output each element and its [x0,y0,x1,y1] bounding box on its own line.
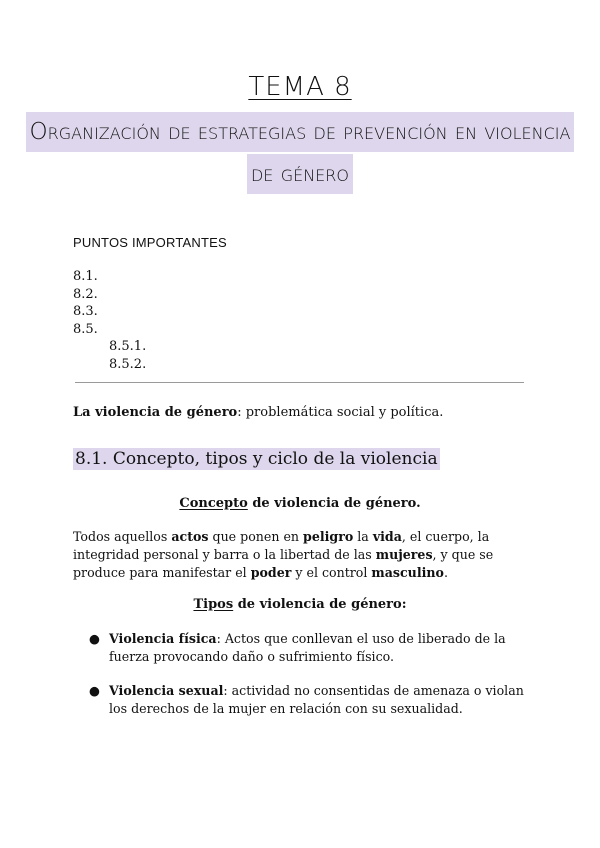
tipos-heading: Tipos de violencia de género: [193,597,407,612]
bold-term: masculino [371,565,444,580]
concepto-heading: Concepto de violencia de género. [179,496,421,511]
toc-item: 8.5. [73,321,98,337]
text-run: , el cuerpo, la integridad personal y barra o la libertad de las [73,529,490,562]
puntos-heading: PUNTOS IMPORTANTES [73,235,227,250]
intro-sentence: La violencia de género: problemática social y política. [73,405,444,420]
toc-item: 8.2. [73,286,98,302]
text-run: y el control [291,565,372,580]
tema-heading: TEMA 8 [248,72,352,102]
text-run: la [353,529,373,544]
toc-item: 8.1. [73,269,98,284]
text-run: , y que se produce para manifestar el [73,547,494,580]
toc-subitem: 8.5.1. [109,339,147,354]
bold-term: mujeres [375,547,433,562]
section-heading: 8.1. Concepto, tipos y ciclo de la violencia [75,449,438,469]
toc-list [73,268,146,373]
bold-term: actos [171,529,209,544]
bold-term: poder [250,565,292,580]
horizontal-divider [75,382,524,383]
title-line-2: de género [0,154,600,194]
list-item: ● Violencia física: Actos que conllevan el uso de liberado de la fuerza provocando daño o sufrimiento físico. [89,631,506,664]
bullet-icon: ● [89,683,100,698]
definition-paragraph [73,528,533,582]
tipos-list [73,630,533,734]
text-run: . [443,565,448,580]
bold-term: vida [372,529,402,544]
text-run: que ponen en [208,529,304,544]
toc-item: 8.3. [73,304,98,319]
toc-subitem: 8.5.2. [109,356,147,372]
bold-term: peligro [303,529,354,544]
title-line-1: Organización de estrategias de prevención en violencia [0,112,600,152]
text-run: Todos aquellos [73,529,172,544]
list-item: ● Violencia sexual: actividad no consentidas de amenaza o violan los derechos de la mujer en relación con su sexualidad. [89,683,524,716]
bullet-icon: ● [89,631,100,646]
